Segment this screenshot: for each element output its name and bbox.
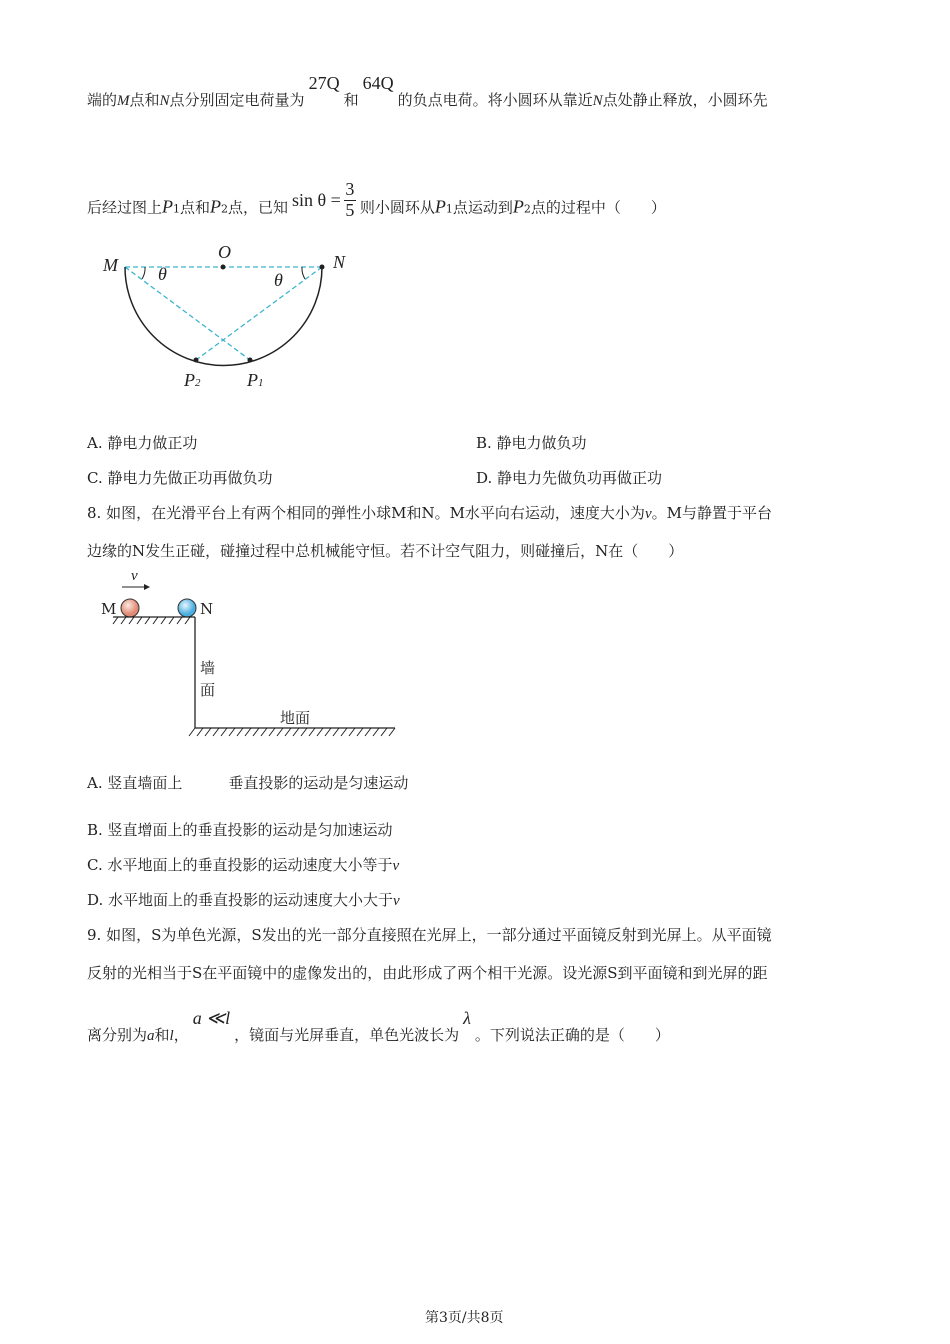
label-wall-1: 墙 (200, 659, 216, 677)
lambda-symbol: λ (463, 1008, 471, 1028)
option-a[interactable]: A. 静电力做正功 (87, 434, 198, 452)
option-b[interactable]: B. 静电力做负功 (476, 434, 587, 452)
label-v: v (131, 568, 138, 584)
q7-figure (95, 240, 365, 400)
q9-line2: 反射的光相当于S在平面镜中的虚像发出的，由此形成了两个相干光源。设光源S到平面镜和到光屏的距 (87, 964, 768, 982)
q8-figure (100, 570, 400, 745)
frac-den: 5 (345, 199, 355, 220)
q7-line1: 端的M点和N点分别固定电荷量为27Q和64Q的负点电荷。将小圆环从靠近N点处静止释放，小圆环先 (87, 73, 768, 109)
option-c[interactable]: C. 水平地面上的垂直投影的运动速度大小等于v (87, 856, 400, 874)
label-ground: 地面 (280, 709, 311, 727)
label-N: N (333, 252, 346, 272)
option-b[interactable]: B. 竖直增面上的垂直投影的运动是匀加速运动 (87, 821, 393, 839)
frac-num: 3 (345, 179, 355, 199)
option-d[interactable]: D. 静电力先做负功再做正功 (476, 469, 663, 487)
option-d[interactable]: D. 水平地面上的垂直投影的运动速度大小大于v (87, 891, 400, 909)
q8-line2: 边缘的N发生正碰，碰撞过程中总机械能守恒。若不计空气阻力，则碰撞后，N在（ ） (87, 542, 684, 560)
page-footer: 第3页/共8页 (425, 1310, 504, 1326)
sin-formula (292, 180, 356, 221)
label-P1: P1 (247, 370, 264, 390)
q7-line2: 后经过图上P1点和P2点，已知 sin θ = $\frac{3}{5}$ 则小圆环从P1点运动到P2点的过程中（ ） (87, 179, 666, 220)
q9-line1: 9. 如图，S为单色光源，S发出的光一部分直接照在光屏上，一部分通过平面镜反射到光屏上。从平面镜 (87, 926, 772, 944)
q9-line3: 离分别为a和l，a ≪l，镜面与光屏垂直，单色光波长为λ。下列说法正确的是（ ） (87, 1008, 670, 1044)
sin-expr: sin θ = (292, 189, 341, 210)
label-theta-right: θ (274, 270, 283, 290)
label-P2: P2 (184, 370, 201, 390)
option-a[interactable]: A. 竖直墙面上 垂直投影的运动是匀速运动 (87, 774, 409, 792)
condition-expr: a ≪l (192, 1008, 231, 1028)
label-O: O (218, 242, 231, 262)
label-M: M (103, 255, 118, 275)
label-ball-N: N (200, 600, 214, 618)
label-theta-left: θ (158, 264, 167, 284)
option-c[interactable]: C. 静电力先做正功再做负功 (87, 469, 273, 487)
fraction (344, 180, 356, 221)
label-ball-M: M (101, 600, 117, 618)
q8-line1: 8. 如图，在光滑平台上有两个相同的弹性小球M和N。M水平向右运动，速度大小为v。M与静置于平台 (87, 504, 772, 522)
label-wall-2: 面 (200, 681, 216, 699)
